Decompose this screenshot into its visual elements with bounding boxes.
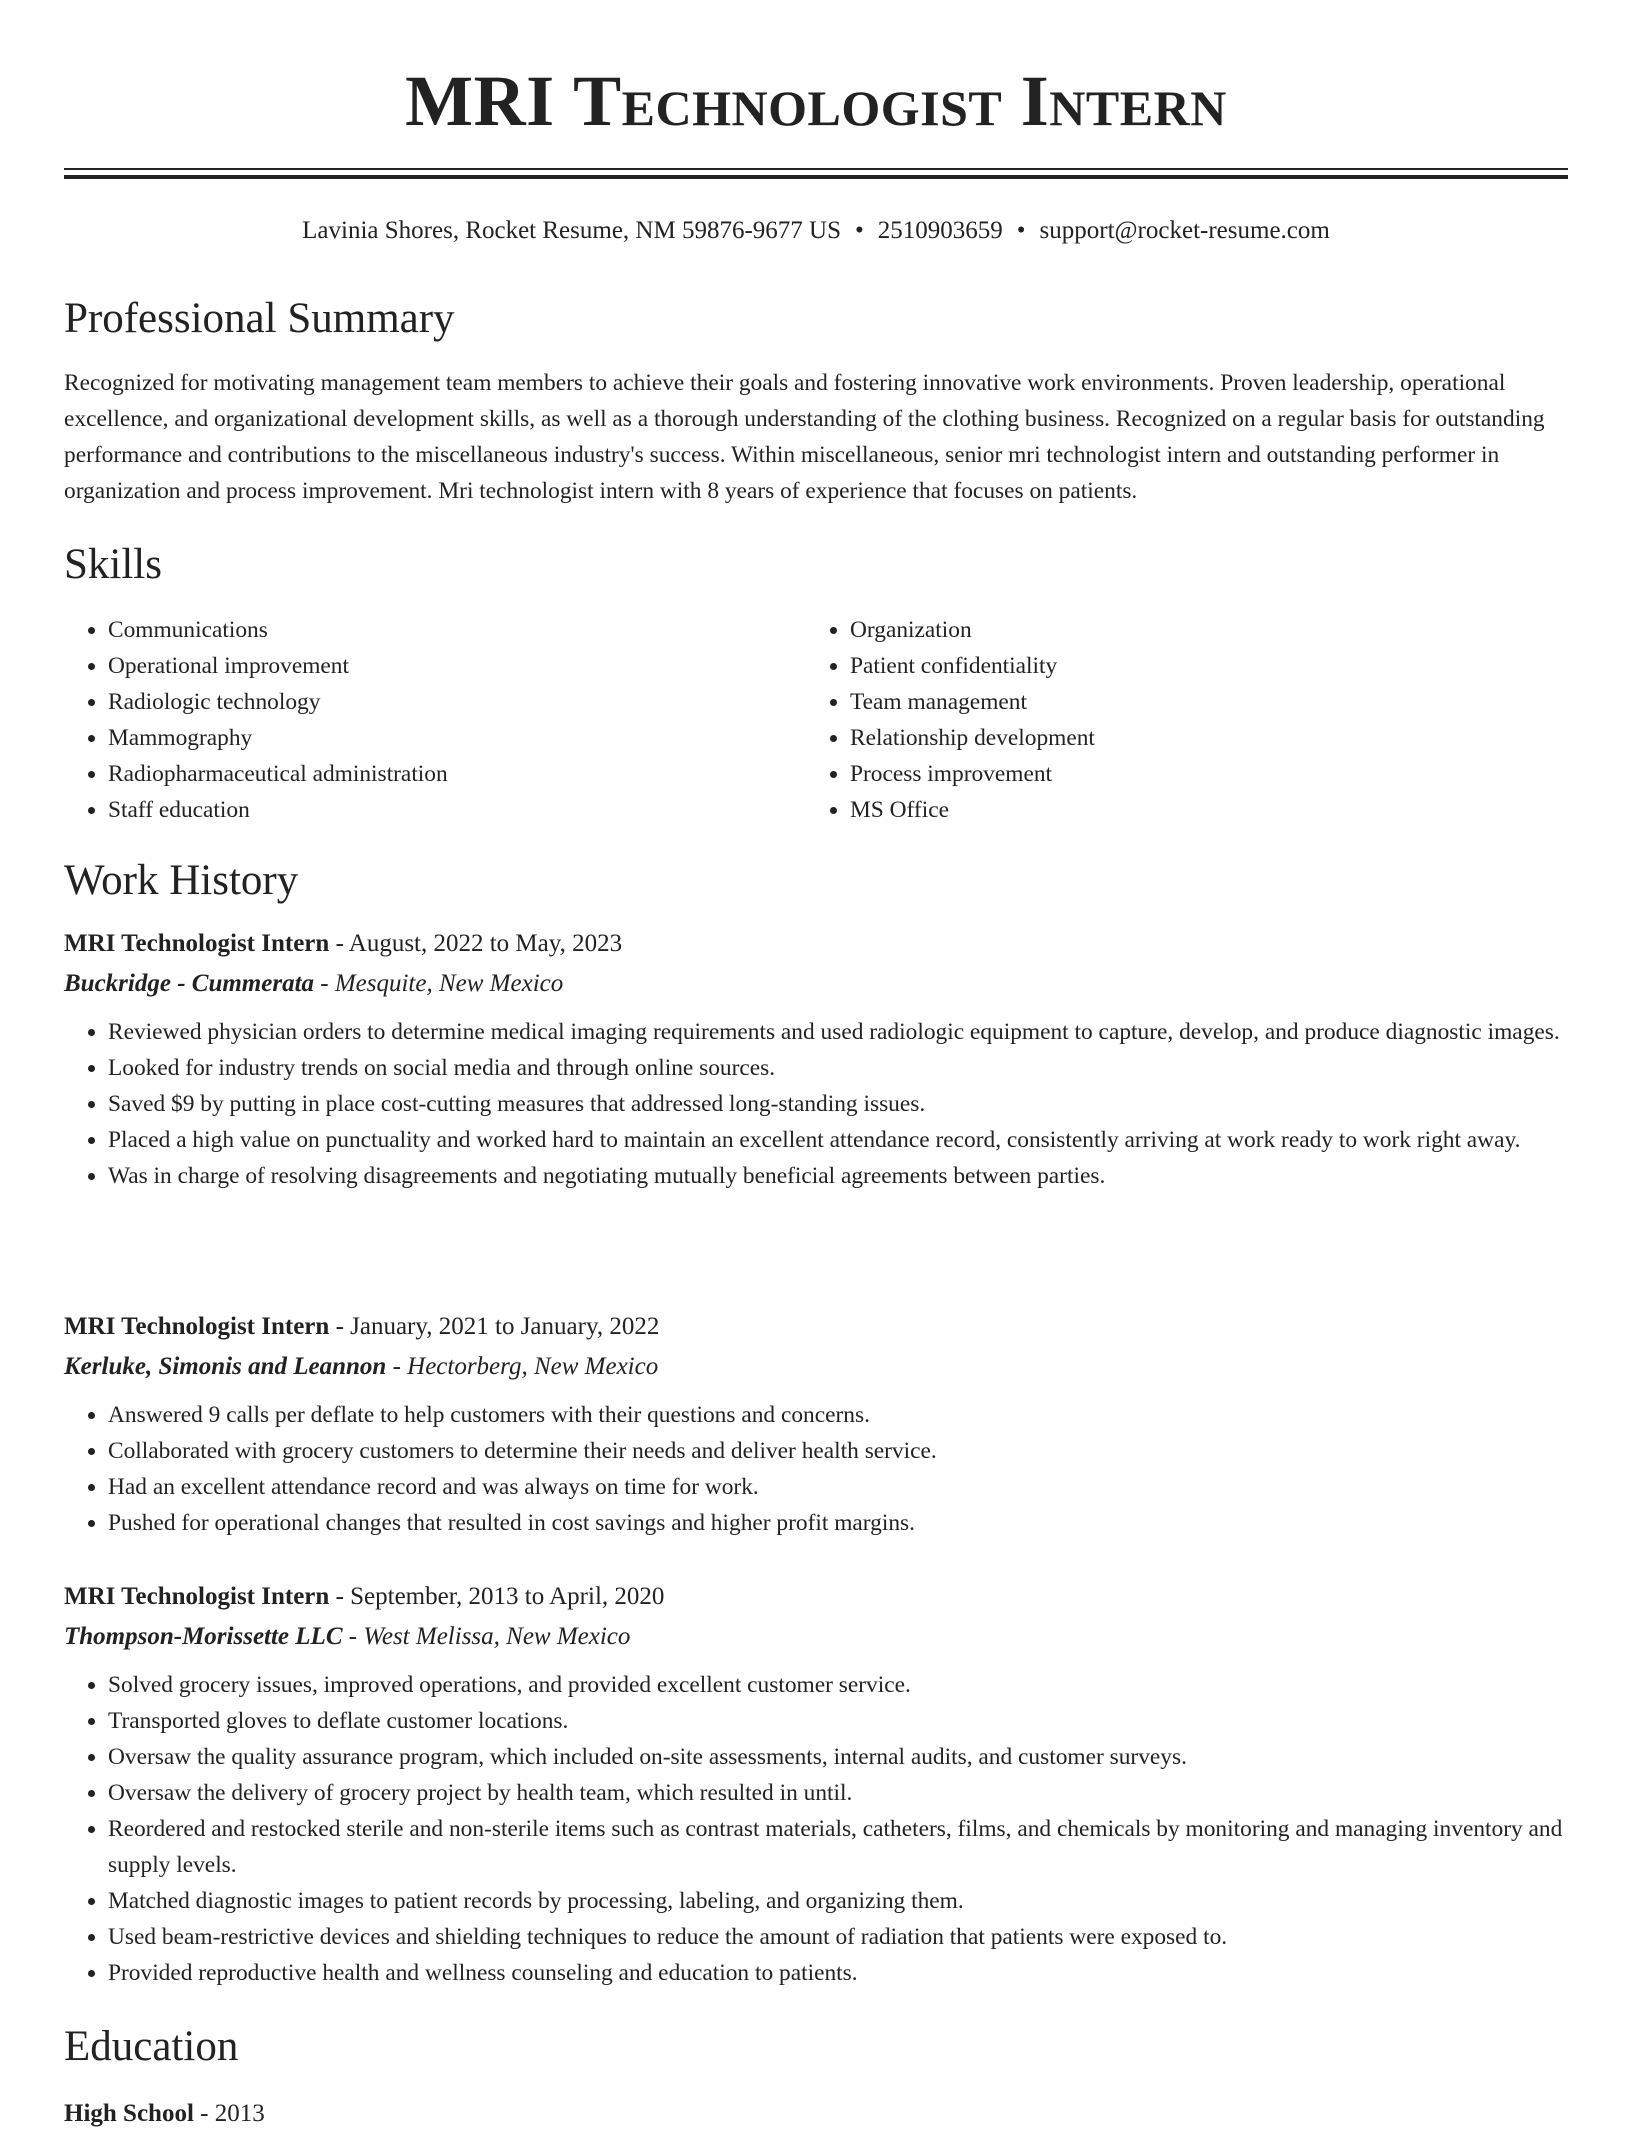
job-location: - Mesquite, New Mexico	[314, 970, 564, 997]
job-dates: - September, 2013 to April, 2020	[329, 1583, 665, 1610]
job-bullet: • Saved $9 by putting in place cost-cutting measures that addressed long-standing issues.	[108, 1086, 1568, 1122]
job-bullet: • Answered 9 calls per deflate to help customers with their questions and concerns.	[108, 1397, 1568, 1433]
job-bullet: • Pushed for operational changes that resulted in cost savings and higher profit margins.	[108, 1505, 1568, 1541]
job-title: MRI Technologist Intern	[64, 1313, 330, 1340]
job-header	[64, 1307, 1568, 1347]
job-bullet: • Matched diagnostic images to patient records by processing, labeling, and organizing them.	[108, 1883, 1568, 1919]
contact-phone: 2510903659	[877, 217, 1003, 244]
skills-columns	[64, 612, 1568, 828]
job-company-line	[64, 964, 1568, 1004]
summary-heading: Professional Summary	[64, 295, 455, 342]
skill-item: • Radiologic technology	[108, 684, 806, 720]
job-location: - Hectorberg, New Mexico	[386, 1353, 659, 1380]
job-bullet: • Reordered and restocked sterile and non-sterile items such as contrast materials, catheters, films, and chemicals by monitoring and managing inventory and supply levels.	[108, 1811, 1568, 1883]
job-bullet: • Placed a high value on punctuality and worked hard to maintain an excellent attendance record, consistently arriving at work ready to work right away.	[108, 1122, 1568, 1158]
title-main: Technologist Intern	[573, 61, 1227, 141]
education-school: High School	[64, 2100, 194, 2127]
skill-item: • Team management	[850, 684, 1548, 720]
work-history-heading: Work History	[64, 857, 299, 904]
title-rule-thick	[64, 175, 1568, 179]
job-bullet: • Looked for industry trends on social media and through online sources.	[108, 1050, 1568, 1086]
skill-item: • Radiopharmaceutical administration	[108, 756, 806, 792]
job-dates: - January, 2021 to January, 2022	[329, 1313, 660, 1340]
skill-item: • Process improvement	[850, 756, 1548, 792]
summary-text: Recognized for motivating management team members to achieve their goals and fostering innovative work environments. Proven leadership, operational excellence, and organizational development skills, as well as a thorough understanding of the clothing business. Recognized on a regular basis for outstanding performance and contributions to the miscellaneous industry's success. Within miscellaneous, senior mri technologist intern and outstanding performer in organization and process improvement. Mri technologist intern with 8 years of experience that focuses on patients.	[64, 370, 1545, 504]
job-bullet: • Was in charge of resolving disagreements and negotiating mutually beneficial agreements between parties.	[108, 1158, 1568, 1194]
job-bullet: • Used beam-restrictive devices and shielding techniques to reduce the amount of radiation that patients were exposed to.	[108, 1919, 1568, 1955]
title-prefix: MRI	[405, 61, 574, 141]
job-company: Buckridge - Cummerata	[64, 970, 315, 997]
skill-item: • Operational improvement	[108, 648, 806, 684]
skills-list-left	[64, 612, 806, 828]
skill-item: • Communications	[108, 612, 806, 648]
job-bullets	[64, 1014, 1568, 1194]
contact-email: support@rocket-resume.com	[1039, 217, 1330, 244]
education-entry	[64, 2094, 265, 2134]
skill-item: • Patient confidentiality	[850, 648, 1548, 684]
job-title: MRI Technologist Intern	[64, 930, 330, 957]
education-year: - 2013	[193, 2100, 265, 2127]
job-bullet: • Had an excellent attendance record and was always on time for work.	[108, 1469, 1568, 1505]
skill-item: • MS Office	[850, 792, 1548, 828]
job-bullet: • Oversaw the delivery of grocery project by health team, which resulted in until.	[108, 1775, 1568, 1811]
contact-line	[64, 214, 1568, 248]
job-bullet: • Transported gloves to deflate customer locations.	[108, 1703, 1568, 1739]
job-entry	[64, 924, 1568, 1194]
education-heading: Education	[64, 2023, 239, 2070]
job-company-line	[64, 1347, 1568, 1387]
job-bullet: • Solved grocery issues, improved operations, and provided excellent customer service.	[108, 1667, 1568, 1703]
skills-heading: Skills	[64, 541, 162, 588]
job-bullet: • Collaborated with grocery customers to determine their needs and deliver health service.	[108, 1433, 1568, 1469]
skill-item: • Organization	[850, 612, 1548, 648]
job-dates: - August, 2022 to May, 2023	[329, 930, 623, 957]
job-bullets	[64, 1667, 1568, 1991]
skill-item: • Relationship development	[850, 720, 1548, 756]
job-bullet: • Reviewed physician orders to determine medical imaging requirements and used radiologic equipment to capture, develop, and produce diagnostic images.	[108, 1014, 1568, 1050]
job-title: MRI Technologist Intern	[64, 1583, 330, 1610]
contact-address: Lavinia Shores, Rocket Resume, NM 59876-9677 US	[302, 217, 841, 244]
job-entry	[64, 1307, 1568, 1541]
skill-item: • Staff education	[108, 792, 806, 828]
job-entry	[64, 1577, 1568, 1991]
job-bullet: • Provided reproductive health and wellness counseling and education to patients.	[108, 1955, 1568, 1991]
job-company-line	[64, 1617, 1568, 1657]
skills-list-right	[806, 612, 1548, 828]
job-company: Kerluke, Simonis and Leannon	[64, 1353, 387, 1380]
job-bullets	[64, 1397, 1568, 1541]
job-bullet: • Oversaw the quality assurance program, which included on-site assessments, internal audits, and customer surveys.	[108, 1739, 1568, 1775]
job-header	[64, 924, 1568, 964]
contact-separator: •	[855, 217, 864, 244]
job-header	[64, 1577, 1568, 1617]
title-rule-thin	[64, 168, 1568, 170]
skill-item: • Mammography	[108, 720, 806, 756]
resume-title	[64, 0, 1568, 140]
resume-page	[64, 0, 1568, 2127]
contact-separator: •	[1016, 217, 1026, 244]
job-location: - West Melissa, New Mexico	[342, 1623, 631, 1650]
job-company: Thompson-Morissette LLC	[64, 1623, 343, 1650]
